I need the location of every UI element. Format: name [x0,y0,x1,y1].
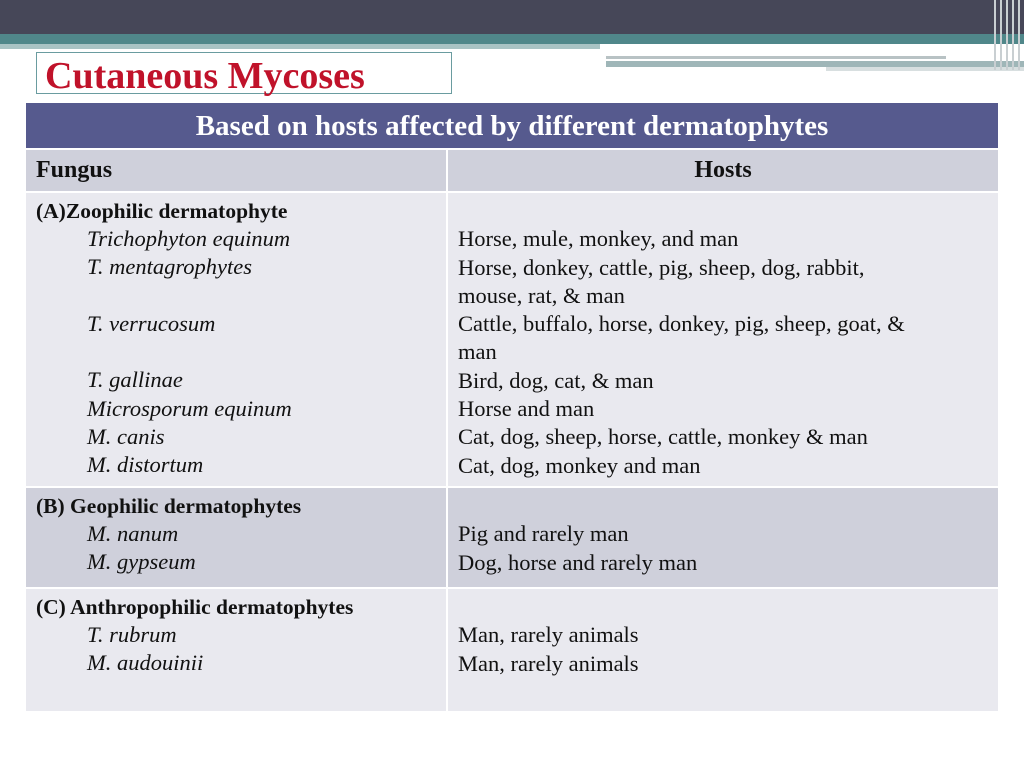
column-header-row [26,148,998,191]
spacer [36,282,436,310]
hosts-cell [448,193,998,486]
species-name: M. audouinii [87,650,204,676]
column-header-fungus: Fungus [26,150,448,191]
teal-accent-line [0,44,600,49]
host-line: mouse, rat, & man [458,282,625,308]
fungus-cell [26,193,448,486]
host-line: Cat, dog, sheep, horse, cattle, monkey & man [458,424,868,450]
group-label: (B) [36,494,65,518]
slide-title: Cutaneous Mycoses [45,55,365,97]
group-name: Anthropophilic dermatophytes [70,595,354,619]
host-line: Man, rarely animals [458,650,639,676]
table-row [26,587,998,711]
hosts-cell [448,488,998,587]
group-heading [36,593,436,621]
column-header-hosts: Hosts [694,157,752,183]
species-name: M. gypseum [87,549,196,575]
host-line: Horse and man [458,396,595,422]
fungus-cell [26,488,448,587]
host-line: Bird, dog, cat, & man [458,367,654,393]
hosts-cell [448,589,998,711]
species-name: M. nanum [87,521,179,546]
group-label: (A) [36,199,66,223]
spacer [458,197,988,225]
table-header: Based on hosts affected by different dermatophytes [26,103,998,148]
species-name: T. gallinae [87,367,183,393]
slide-title-box [36,52,452,97]
species-name: T. mentagrophytes [87,254,252,280]
group-label: (C) [36,595,66,619]
spacer [458,492,988,520]
host-line: Man, rarely animals [458,622,639,648]
host-line: Cat, dog, monkey and man [458,452,701,478]
species-name: T. verrucosum [87,310,216,336]
group-heading [36,492,436,520]
host-line: Horse, mule, monkey, and man [458,226,739,252]
group-name: Geophilic dermatophytes [70,494,302,518]
host-line: Cattle, buffalo, horse, donkey, pig, sheep, goat, & [458,311,905,337]
species-name: Microsporum equinum [87,395,292,421]
corner-stripes [990,0,1024,70]
host-line: Horse, donkey, cattle, pig, sheep, dog, rabbit, [458,254,865,280]
teal-accent-bar [0,34,1024,44]
table-row [26,191,998,486]
dermatophyte-table [26,103,998,711]
species-name: Trichophyton equinum [87,226,291,251]
fungus-cell [26,589,448,711]
species-name: M. canis [87,424,165,450]
group-name: Zoophilic dermatophyte [65,199,288,223]
host-line: Dog, horse and rarely man [458,549,698,575]
table-row [26,486,998,587]
group-heading [36,197,436,225]
host-line: Pig and rarely man [458,521,629,547]
accent-line [606,56,946,59]
spacer [36,338,436,366]
species-name: T. rubrum [87,622,177,647]
top-decorative-bar [0,0,1024,34]
spacer [458,593,988,621]
species-name: M. distortum [87,452,204,478]
host-line: man [458,339,497,365]
